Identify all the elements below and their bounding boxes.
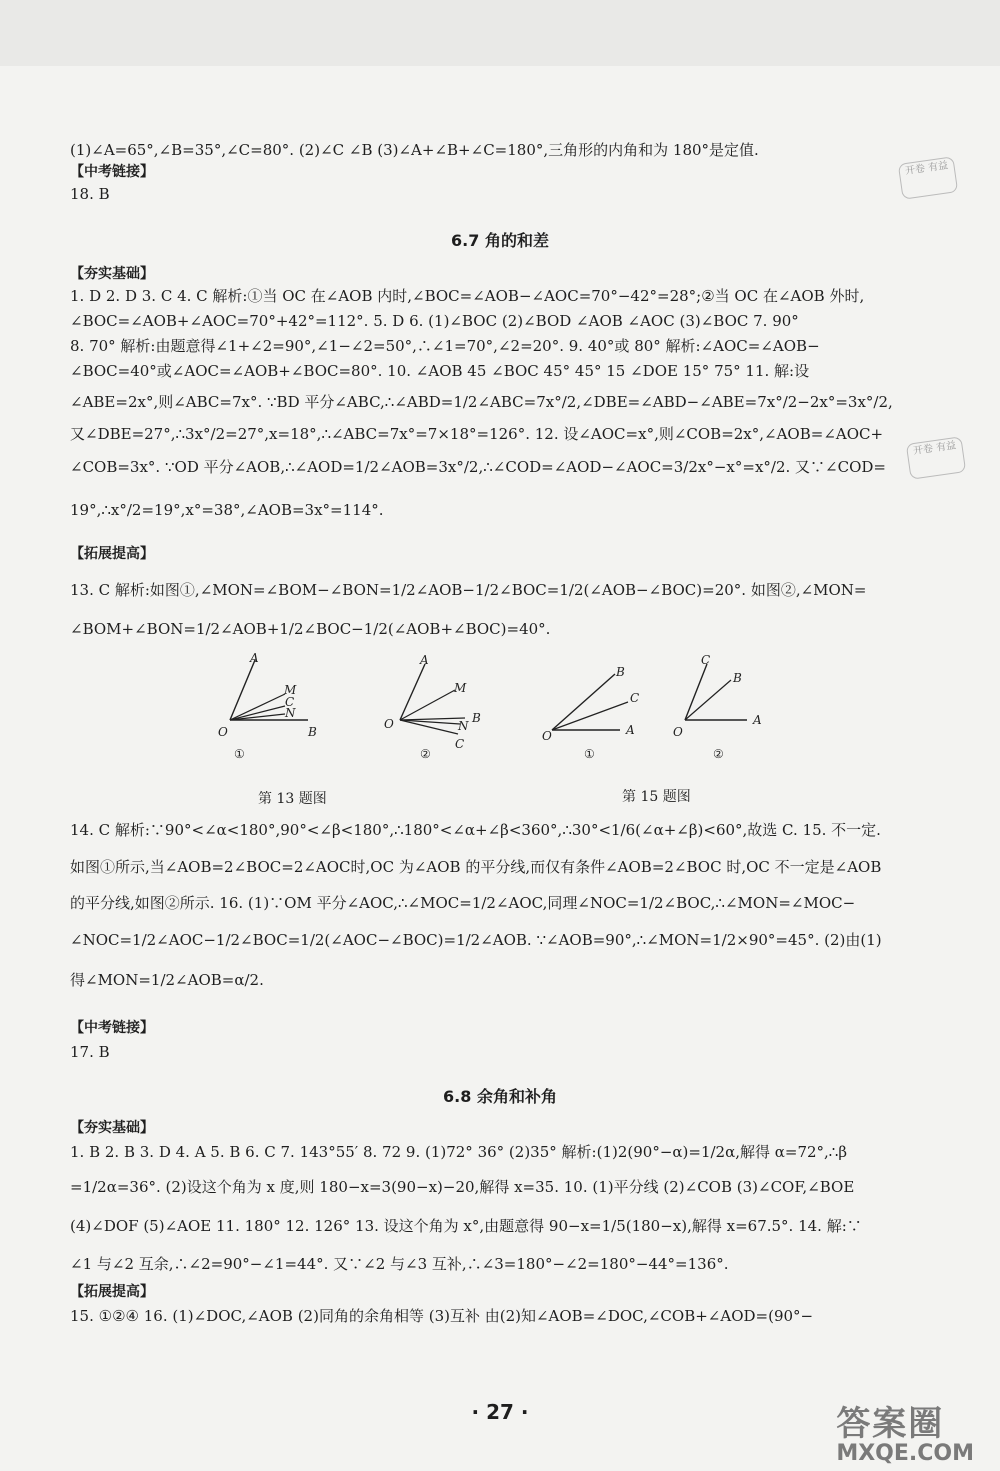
section-tag-tuozhan: 【拓展提高】 bbox=[70, 546, 154, 562]
label-num: ① bbox=[584, 747, 595, 761]
label-num: ② bbox=[420, 747, 431, 761]
line-16: 14. C 解析:∵90°<∠α<180°,90°<∠β<180°,∴180°<∠α+∠β<360°,∴30°<1/6(∠α+∠β)<60°,故选 C. 15. 不一定. bbox=[70, 821, 881, 839]
figure-15-2 bbox=[665, 650, 775, 764]
label-N: N bbox=[458, 719, 469, 733]
label-B: B bbox=[472, 711, 481, 725]
section-tag-zhongkao-2: 【中考链接】 bbox=[70, 1020, 154, 1036]
watermark-url: MXQE.COM bbox=[836, 1441, 974, 1466]
caption-figure-13: 第 13 题图 bbox=[258, 791, 327, 807]
label-C: C bbox=[285, 695, 295, 709]
label-C: C bbox=[630, 691, 640, 705]
line-25: =1/2α=36°. (2)设这个角为 x 度,则 180−x=3(90−x)−20,解得 x=35. 10. (1)平分线 (2)∠COB (3)∠COF,∠BOE bbox=[70, 1178, 855, 1196]
label-C: C bbox=[701, 653, 711, 667]
label-B: B bbox=[308, 725, 317, 739]
line-24: 1. B 2. B 3. D 4. A 5. B 6. C 7. 143°55′ 8. 72 9. (1)72° 36° (2)35° 解析:(1)2(90°−α)=1/2α,解得 α=72°,∴β bbox=[70, 1143, 848, 1161]
label-O: O bbox=[542, 729, 552, 743]
caption-figure-15: 第 15 题图 bbox=[622, 789, 691, 805]
line-20: 得∠MON=1/2∠AOB=α/2. bbox=[70, 971, 264, 989]
label-M: M bbox=[454, 681, 467, 695]
label-A: A bbox=[753, 713, 762, 727]
section-title-6-8: 6.8 余角和补角 bbox=[443, 1087, 557, 1106]
label-B: B bbox=[733, 671, 742, 685]
line-12: 19°,∴x°/2=19°,x°=38°,∠AOB=3x°=114°. bbox=[70, 501, 384, 519]
top-strip bbox=[0, 0, 1000, 66]
line-15: ∠BOM+∠BON=1/2∠AOB+1/2∠BOC−1/2(∠AOB+∠BOC)=40°. bbox=[70, 620, 551, 638]
section-title-6-7: 6.7 角的和差 bbox=[451, 231, 549, 250]
line-29: 15. ①②④ 16. (1)∠DOC,∠AOB (2)同角的余角相等 (3)互补 由(2)知∠AOB=∠DOC,∠COB+∠AOD=(90°− bbox=[70, 1307, 814, 1325]
section-tag-zhongkao: 【中考链接】 bbox=[70, 164, 154, 180]
line-14: 13. C 解析:如图①,∠MON=∠BOM−∠BON=1/2∠AOB−1/2∠BOC=1/2(∠AOB−∠BOC)=20°. 如图②,∠MON= bbox=[70, 581, 867, 599]
line-19: ∠NOC=1/2∠AOC−1/2∠BOC=1/2(∠AOC−∠BOC)=1/2∠AOB. ∵∠AOB=90°,∴∠MON=1/2×90°=45°. (2)由(1) bbox=[70, 931, 882, 949]
line-9: ∠ABE=2x°,则∠ABC=7x°. ∵BD 平分∠ABC,∴∠ABD=1/2∠ABC=7x°/2,∠DBE=∠ABD−∠ABE=7x°/2−2x°=3x°/2, bbox=[70, 393, 893, 411]
label-A: A bbox=[250, 651, 259, 665]
line-18: 的平分线,如图②所示. 16. (1)∵OM 平分∠AOC,∴∠MOC=1/2∠AOC,同理∠NOC=1/2∠BOC,∴∠MON=∠MOC− bbox=[70, 894, 856, 912]
label-num: ① bbox=[234, 747, 245, 761]
section-tag-hangshi: 【夯实基础】 bbox=[70, 266, 154, 282]
figure-15-1 bbox=[540, 660, 650, 774]
line-answer-17: 17. B bbox=[70, 1043, 110, 1061]
watermark bbox=[836, 1396, 974, 1466]
line-11: ∠COB=3x°. ∵OD 平分∠AOB,∴∠AOD=1/2∠AOB=3x°/2,∴∠COD=∠AOD−∠AOC=3/2x°−x°=x°/2. 又∵∠COD= bbox=[70, 458, 886, 476]
label-A: A bbox=[626, 723, 635, 737]
label-N: N bbox=[285, 706, 296, 720]
watermark-title: 答案圈 bbox=[836, 1404, 945, 1444]
figure-13-1 bbox=[210, 650, 330, 764]
line-6: ∠BOC=∠AOB+∠AOC=70°+42°=112°. 5. D 6. (1)∠BOC (2)∠BOD ∠AOB ∠AOC (3)∠BOC 7. 90° bbox=[70, 312, 799, 330]
figure-13-2 bbox=[380, 650, 500, 764]
stamp-1: 开卷 有益 bbox=[898, 156, 958, 199]
section-tag-tuozhan-2: 【拓展提高】 bbox=[70, 1284, 154, 1300]
label-num: ② bbox=[713, 747, 724, 761]
label-O: O bbox=[673, 725, 683, 739]
label-O: O bbox=[384, 717, 394, 731]
line-8: ∠BOC=40°或∠AOC=∠AOB+∠BOC=80°. 10. ∠AOB 45 ∠BOC 45° 45° 15 ∠DOE 15° 75° 11. 解:设 bbox=[70, 362, 810, 380]
line-1: (1)∠A=65°,∠B=35°,∠C=80°. (2)∠C ∠B (3)∠A+∠B+∠C=180°,三角形的内角和为 180°是定值. bbox=[70, 141, 759, 159]
line-answer-18: 18. B bbox=[70, 185, 110, 203]
label-M: M bbox=[284, 683, 297, 697]
page-number: · 27 · bbox=[471, 1400, 529, 1424]
label-B: B bbox=[616, 665, 625, 679]
line-27: ∠1 与∠2 互余,∴∠2=90°−∠1=44°. 又∵∠2 与∠3 互补,∴∠3=180°−∠2=180°−44°=136°. bbox=[70, 1255, 729, 1273]
line-17: 如图①所示,当∠AOB=2∠BOC=2∠AOC时,OC 为∠AOB 的平分线,而仅有条件∠AOB=2∠BOC 时,OC 不一定是∠AOB bbox=[70, 858, 882, 876]
label-C: C bbox=[455, 737, 465, 751]
line-10: 又∠DBE=27°,∴3x°/2=27°,x=18°,∴∠ABC=7x°=7×18°=126°. 12. 设∠AOC=x°,则∠COB=2x°,∠AOB=∠AOC+ bbox=[70, 425, 884, 443]
line-7: 8. 70° 解析:由题意得∠1+∠2=90°,∠1−∠2=50°,∴∠1=70°,∠2=20°. 9. 40°或 80° 解析:∠AOC=∠AOB− bbox=[70, 337, 820, 355]
line-26: (4)∠DOF (5)∠AOE 11. 180° 12. 126° 13. 设这个角为 x°,由题意得 90−x=1/5(180−x),解得 x=67.5°. 14. 解:∵ bbox=[70, 1217, 862, 1235]
section-tag-hangshi-2: 【夯实基础】 bbox=[70, 1120, 154, 1136]
label-A: A bbox=[420, 653, 429, 667]
stamp-2: 开卷 有益 bbox=[906, 436, 966, 479]
line-5: 1. D 2. D 3. C 4. C 解析:①当 OC 在∠AOB 内时,∠BOC=∠AOB−∠AOC=70°−42°=28°;②当 OC 在∠AOB 外时, bbox=[70, 287, 865, 305]
label-O: O bbox=[218, 725, 228, 739]
